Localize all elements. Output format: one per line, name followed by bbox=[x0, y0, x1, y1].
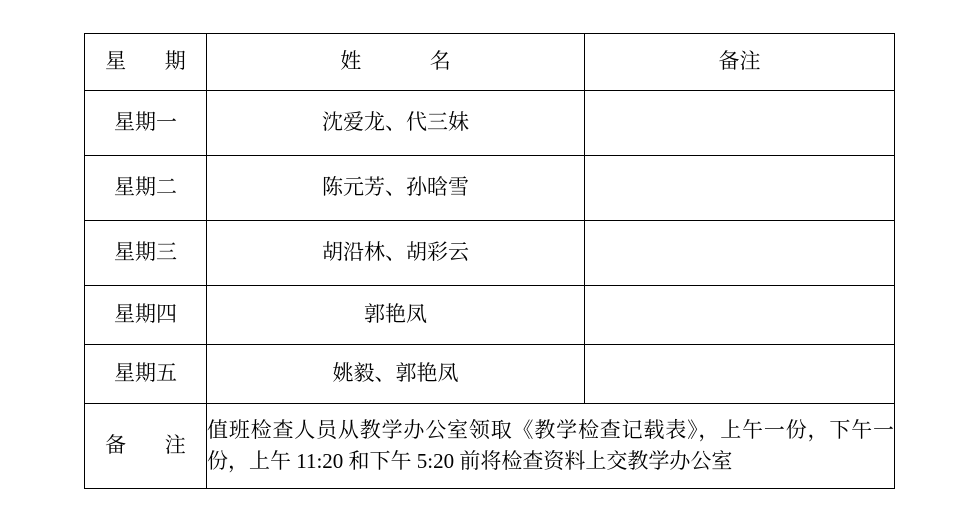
row-name-wednesday: 胡沿林、胡彩云 bbox=[207, 221, 585, 286]
footer-label: 备 注 bbox=[85, 404, 207, 489]
table-row bbox=[85, 345, 895, 404]
row-day-monday: 星期一 bbox=[85, 91, 207, 156]
header-day: 星 期 bbox=[85, 34, 207, 91]
row-name-friday: 姚毅、郭艳凤 bbox=[207, 345, 585, 404]
row-name-thursday: 郭艳凤 bbox=[207, 286, 585, 345]
table-header-row bbox=[85, 34, 895, 91]
row-day-thursday: 星期四 bbox=[85, 286, 207, 345]
header-name: 姓 名 bbox=[207, 34, 585, 91]
table-row bbox=[85, 156, 895, 221]
table-row bbox=[85, 221, 895, 286]
row-note-friday bbox=[585, 345, 895, 404]
row-day-wednesday: 星期三 bbox=[85, 221, 207, 286]
row-note-thursday bbox=[585, 286, 895, 345]
duty-roster-table bbox=[84, 33, 895, 489]
table-footer-row bbox=[85, 404, 895, 489]
footer-note-text: 值班检查人员从教学办公室领取《教学检查记载表》，上午一份，下午一份，上午 11:20 和下午 5:20 前将检查资料上交教学办公室 bbox=[207, 404, 895, 489]
row-day-friday: 星期五 bbox=[85, 345, 207, 404]
header-note: 备注 bbox=[585, 34, 895, 91]
row-name-tuesday: 陈元芳、孙晗雪 bbox=[207, 156, 585, 221]
row-note-monday bbox=[585, 91, 895, 156]
table-row bbox=[85, 286, 895, 345]
row-note-tuesday bbox=[585, 156, 895, 221]
row-note-wednesday bbox=[585, 221, 895, 286]
row-day-tuesday: 星期二 bbox=[85, 156, 207, 221]
row-name-monday: 沈爱龙、代三妹 bbox=[207, 91, 585, 156]
table-row bbox=[85, 91, 895, 156]
